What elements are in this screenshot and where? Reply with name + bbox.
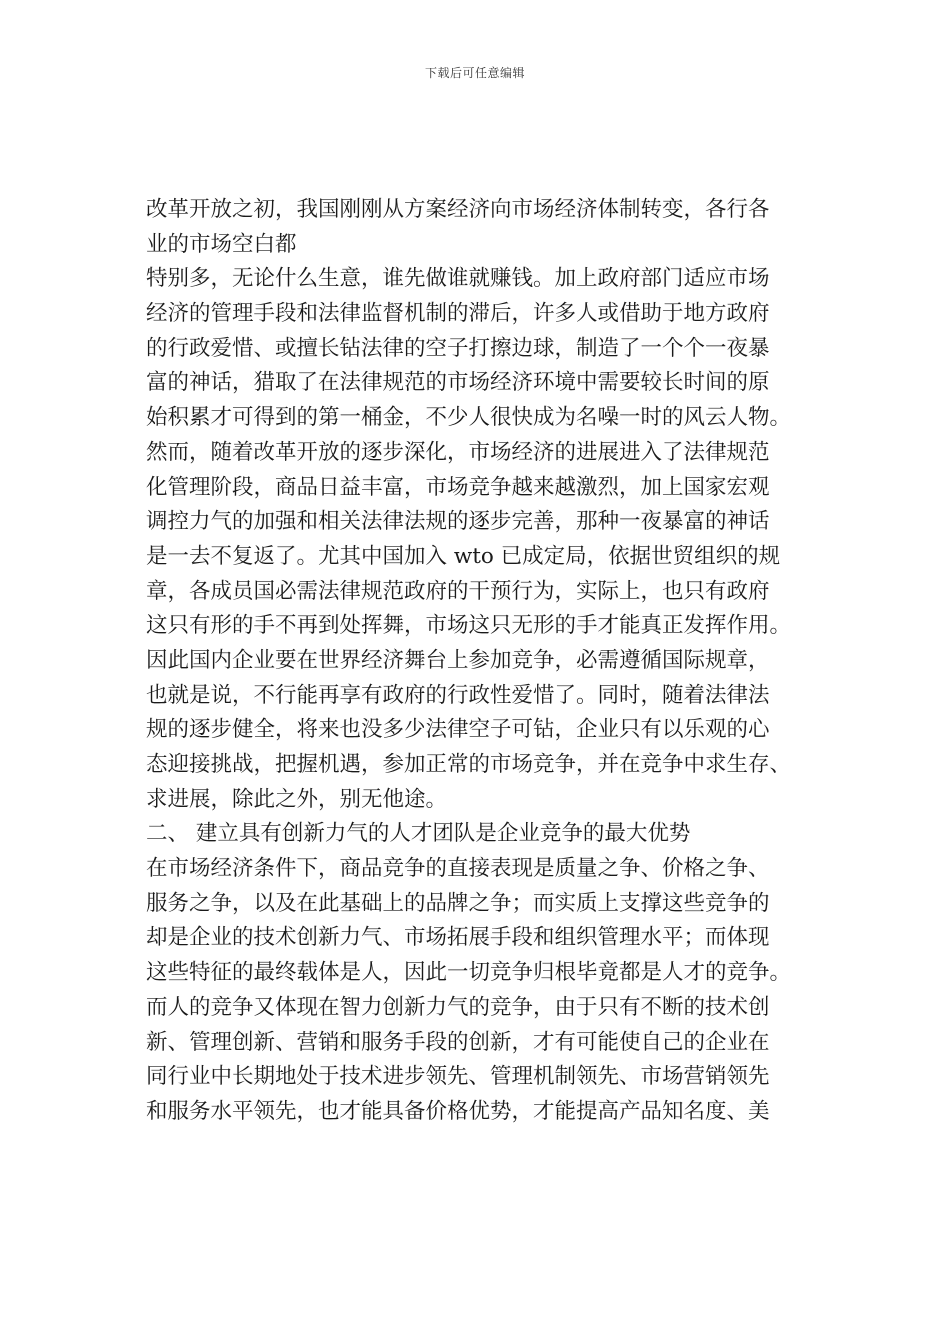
text-line: 富的神话，猎取了在法律规范的市场经济环境中需要较长时间的原 (146, 370, 770, 396)
text-line: 规的逐步健全，将来也没多少法律空子可钻，企业只有以乐观的心 (146, 717, 770, 743)
text-line: 服务之争，以及在此基础上的品牌之争；而实质上支撑这些竞争的 (146, 890, 770, 916)
text-line: 因此国内企业要在世界经济舞台上参加竞争，必需遵循国际规章， (146, 647, 770, 673)
text-line: 也就是说，不行能再享有政府的行政性爱惜了。同时，随着法律法 (146, 682, 770, 708)
text-line: 改革开放之初，我国刚刚从方案经济向市场经济体制转变，各行各 (146, 197, 770, 222)
text-line: 经济的管理手段和法律监督机制的滞后，许多人或借助于地方政府 (146, 301, 770, 327)
text-line: 的行政爱惜、或擅长钻法律的空子打擦边球，制造了一个个一夜暴 (146, 335, 770, 361)
text-line: 特别多，无论什么生意，谁先做谁就赚钱。加上政府部门适应市场 (146, 266, 770, 292)
text-line: 始积累才可得到的第一桶金，不少人很快成为名噪一时的风云人物。 (146, 405, 792, 431)
section-heading: 二、 建立具有创新力气的人才团队是企业竞争的最大优势 (146, 821, 691, 847)
text-line: 业的市场空白都 (146, 231, 297, 257)
text-line: 调控力气的加强和相关法律法规的逐步完善，那种一夜暴富的神话 (146, 509, 770, 535)
text-line: 却是企业的技术创新力气、市场拓展手段和组织管理水平；而体现 (146, 925, 770, 951)
text-line: 求进展，除此之外，别无他途。 (146, 786, 448, 812)
text-line: 这些特征的最终载体是人，因此一切竞争归根毕竟都是人才的竞争。 (146, 960, 792, 986)
text-line: 章，各成员国必需法律规范政府的干预行为，实际上，也只有政府 (146, 578, 770, 604)
text-line: 这只有形的手不再到处挥舞，市场这只无形的手才能真正发挥作用。 (146, 613, 792, 639)
text-line: 而人的竞争又体现在智力创新力气的竞争，由于只有不断的技术创 (146, 994, 770, 1020)
text-line: 在市场经济条件下，商品竞争的直接表现是质量之争、价格之争、 (146, 856, 770, 882)
text-line: 然而，随着改革开放的逐步深化，市场经济的进展进入了法律规范 (146, 439, 770, 465)
text-line: 和服务水平领先，也才能具备价格优势，才能提高产品知名度、美 (146, 1098, 770, 1124)
text-line: 新、管理创新、营销和服务手段的创新，才有可能使自己的企业在 (146, 1029, 770, 1055)
text-line: 化管理阶段，商品日益丰富，市场竞争越来越激烈，加上国家宏观 (146, 474, 770, 500)
text-line: 同行业中长期地处于技术进步领先、管理机制领先、市场营销领先 (146, 1064, 770, 1090)
document-body (146, 193, 816, 1130)
page-header: 下载后可任意编辑 (424, 66, 525, 80)
text-line: 态迎接挑战，把握机遇，参加正常的市场竞争，并在竞争中求生存、 (146, 752, 792, 777)
text-line: 是一去不复返了。尤其中国加入 wto 已成定局，依据世贸组织的规 (146, 543, 781, 569)
